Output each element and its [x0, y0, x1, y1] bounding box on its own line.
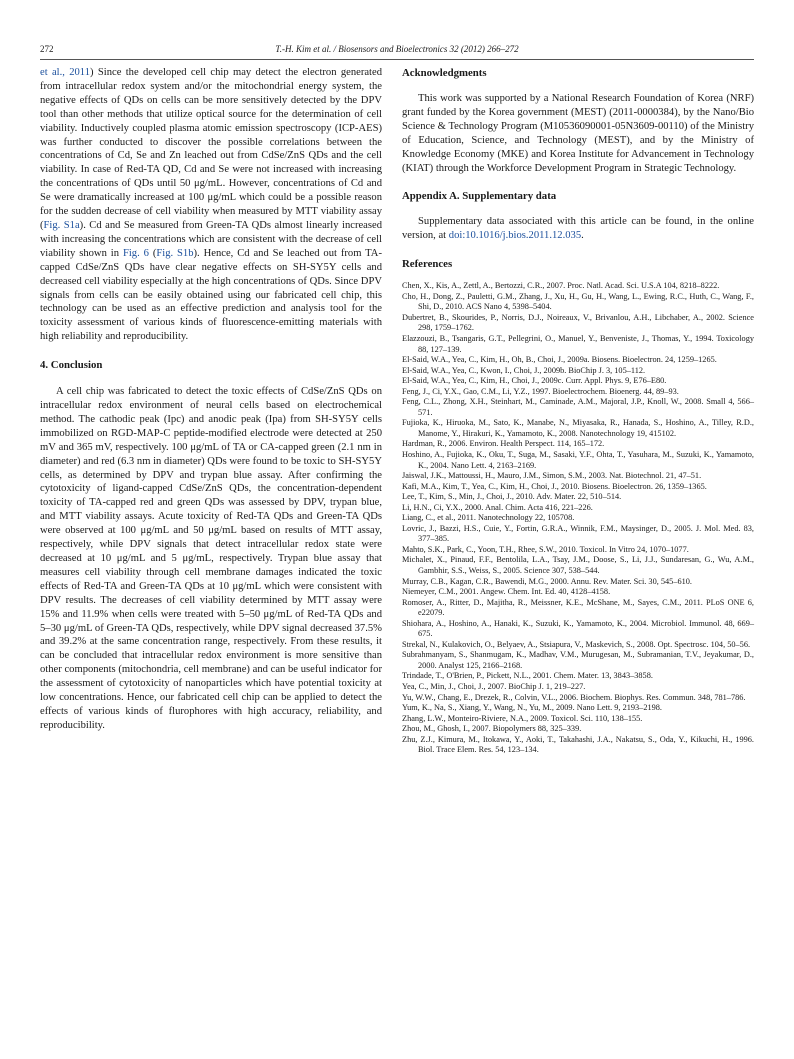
reference-item: Fujioka, K., Hiruoka, M., Sato, K., Manabe, N., Miyasaka, R., Hanada, S., Hoshino, A., Tilley, R.D., Manome, Y., Hirakuri, K., Yamamoto, K., 2008. Nanotechnology 19, 415102. — [402, 418, 754, 438]
reference-item: El-Said, W.A., Yea, C., Kwon, I., Choi, J., 2009b. BioChip J. 3, 105–112. — [402, 365, 646, 375]
citation-link[interactable]: et al., 2011 — [40, 67, 91, 78]
text-run: ). Cd and Se measured from Green-TA QDs almost linearly increased with increasing the concentrations which are consistent with the decrease of cell viability shown in — [40, 219, 382, 259]
reference-item: Zhou, M., Ghosh, I., 2007. Biopolymers 88, 325–339. — [402, 724, 582, 734]
reference-item: Feng, J., Ci, Y.X., Gao, C.M., Li, Y.Z., 1997. Bioelectrochem. Bioenerg. 44, 89–93. — [402, 386, 679, 396]
reference-item: Chen, X., Kis, A., Zettl, A., Bertozzi, C.R., 2007. Proc. Natl. Acad. Sci. U.S.A 104, 8218–8222. — [402, 281, 720, 291]
left-column — [40, 66, 382, 733]
text-run: ). Hence, Cd and Se leached out from TA-capped CdSe/ZnS QDs have clear negative effects on SH-SY5Y cells and decreased cell viability especially at the high concentrations of QDs. Since DPV signals from cells can be easily obtained using our fabricated cell chip, this technology can be used as an effective prediction and analysis tool for the toxicity assessment of various kinds of fluorescence-emitting materials with high reliability and reproducibility. — [40, 247, 382, 343]
text-run: Supplementary data associated with this article can be found, in the online version, at — [402, 216, 754, 242]
reference-item: Jaiswal, J.K., Mattoussi, H., Mauro, J.M., Simon, S.M., 2003. Nat. Biotechnol. 21, 47–51. — [402, 471, 702, 481]
reference-item: Michalet, X., Pinaud, F.F., Bentolila, L.A., Tsay, J.M., Doose, S., Li, J.J., Sundaresan, G., Wu, A.M., Gambhir, S.S., Weiss, S., 2005. Science 307, 538–544. — [402, 555, 754, 576]
reference-item: Mahto, S.K., Park, C., Yoon, T.H., Rhee, S.W., 2010. Toxicol. In Vitro 24, 1070–1077. — [402, 544, 689, 554]
acknowledgments-paragraph: This work was supported by a National Research Foundation of Korea (NRF) grant funded by the Korea government (MEST) (2011-0000384), by the Nano/Bio Science & Technology Program (M10536090001-05N3609-00110) of the Ministry of Education, Science, and Technology (MEST), and by the Ministry of Knowledge Economy (MKE) and Korea Institute for Advancement in Technology (KIAT) through the Workforce Development Program in Strategic Technology. — [402, 93, 754, 174]
running-head: T.-H. Kim et al. / Biosensors and Bioelectronics 32 (2012) 266–272 — [275, 44, 519, 54]
reference-item: Hoshino, A., Fujioka, K., Oku, T., Suga, M., Sasaki, Y.F., Ohta, T., Yasuhara, M., Suzuki, K., Yamamoto, K., 2004. Nano Lett. 4, 2163–2169. — [402, 450, 754, 470]
conclusion-paragraph: A cell chip was fabricated to detect the toxic effects of CdSe/ZnS QDs on intracellular redox environment of neural cells based on electrochemical method. The cathodic peak (Ipc) and anodic peak (Ipa) from SH-SY5Y cells immobilized on RGD-MAP-C peptide-modified electrode were detected at 250 mV and 365 mV, respectively. 100 μg/mL of TA or CA-capped green (2.1 nm in diameter) and red (6.3 nm in diameter) QDs were found to be toxic to SH-SY5Y cells, as determined by DPV and trypan blue assay. After confirming the cytotoxicity of ligand-capped CdSe/ZnS QDs, the concentration-dependent toxicity of TA-capped red and green QDs was assessed by DPV, trypan blue, and MTT viability assays. Acute toxicity of Red-TA QDs and Green-TA QDs were observed at 100 μg/mL and 50 μg/mL based on results of MTT assay, respectively, while DPV signals that detect intracellular redox state were decreased at 10 μg/mL and 5 μg/mL, respectively. Trypan blue assay that measures cell viability through cell membrane damages indicated the toxic effects of Red-TA and Green-TA QDs at 10 μg/mL which were consistent with DPV results. The decreases of cell viability determined by MTT assay were 15% and 11.9% when cells were treated with 5–50 μg/mL of Red-TA QDs and 5–30 μg/mL of Green-TA QDs, respectively, while DPV signal decreased 37.5% and 39.2% at the same concentration range, respectively. From these results, it can be concluded that intracellular redox environment is more sensitive than other components (mitochondria, cell membrane) and can be useful indicator for the assessment of cytotoxicity of nanoparticles which have potential toxicity at low concentrations. Hence, our fabricated cell chip can be applied to detect the effects of various kinds of flurophores with high accuracy, reliability, and reproducibility. — [40, 386, 382, 731]
results-paragraph — [40, 66, 382, 344]
reference-item: Strekal, N., Kulakovich, O., Belyaev, A., Stsiapura, V., Maskevich, S., 2008. Opt. Spectrosc. 104, 50–56. — [402, 639, 751, 649]
appendix-paragraph — [402, 215, 754, 243]
figure-link[interactable]: Fig. 6 — [122, 247, 149, 259]
reference-item: Cho, H., Dong, Z., Pauletti, G.M., Zhang, J., Xu, H., Gu, H., Wang, L., Ewing, R.C., Huth, C., Wang, F., Shi, D., 2010. ACS Nano 4, 5398–5404. — [402, 291, 754, 312]
reference-item: Lovric, J., Bazzi, H.S., Cuie, Y., Fortin, G.R.A., Winnik, F.M., Maysinger, D., 2005. J. Mol. Med. 83, 377–385. — [402, 523, 754, 544]
reference-item: Zhang, L.W., Monteiro-Riviere, N.A., 2009. Toxicol. Sci. 110, 138–155. — [402, 713, 643, 723]
text-run: ) Since the developed cell chip may detect the electron generated from intracellular redox system and/or the mitochondrial energy system, the negative effects of QDs on cells can be more sensitively detected by the DPV tool than other methods that utilize optical source for the determination of cell viability. Inductively coupled plasma atomic emission spectroscopy (ICP-AES) was further conducted to discover the possible correlations between the concentrations of Cd, Se and Zn leached out from CdSe/ZnS QDs and the cell viability. In case of Red-TA QD, Cd and Se were not increased with increasing the concentrations of QDs until 50 μg/mL. However, concentrations of Cd and Se were dramatically increased at 100 μg/mL which could be a possible reason for the sudden decrease of cell viability when measured by MTT viability assay ( — [40, 67, 382, 231]
page-number: 272 — [40, 44, 54, 54]
reference-item: Hardman, R., 2006. Environ. Health Perspect. 114, 165–172. — [402, 439, 605, 449]
reference-item: El-Said, W.A., Yea, C., Kim, H., Oh, B., Choi, J., 2009a. Biosens. Bioelectron. 24, 1259–1265. — [402, 355, 717, 365]
right-column — [402, 66, 754, 756]
reference-item: Elazzouzi, B., Tsangaris, G.T., Pellegrini, O., Manuel, Y., Benveniste, J., Thomas, Y., 1994. Toxicology 88, 127–139. — [402, 333, 754, 354]
conclusion-heading: 4. Conclusion — [40, 359, 103, 372]
reference-item: Zhu, Z.J., Kimura, M., Itokawa, Y., Aoki, T., Takahashi, J.A., Nakatsu, S., Oda, Y., Kikuchi, H., 1996. Biol. Trace Elem. Res. 54, 123–134. — [402, 734, 754, 755]
references-heading: References — [402, 258, 453, 271]
acknowledgments-heading: Acknowledgments — [402, 67, 487, 79]
reference-item: Dubertret, B., Skourides, P., Norris, D.J., Noireaux, V., Brivanlou, A.H., Libchaber, A., 2002. Science 298, 1759–1762. — [402, 312, 754, 333]
figure-link[interactable]: Fig. S1a — [43, 219, 80, 231]
figure-link[interactable]: Fig. S1b — [156, 247, 194, 259]
reference-item: Romoser, A., Ritter, D., Majitha, R., Meissner, K.E., McShane, M., Sayes, C.M., 2011. PLoS ONE 6, e22079. — [402, 597, 754, 618]
reference-item: Lee, T., Kim, S., Min, J., Choi, J., 2010. Adv. Mater. 22, 510–514. — [402, 492, 622, 502]
doi-link[interactable]: doi:10.1016/j.bios.2011.12.035 — [448, 230, 582, 242]
reference-item: Murray, C.B., Kagan, C.R., Bawendi, M.G., 2000. Annu. Rev. Mater. Sci. 30, 545–610. — [402, 576, 692, 586]
reference-item: Trindade, T., O'Brien, P., Pickett, N.L., 2001. Chem. Mater. 13, 3843–3858. — [402, 671, 653, 681]
reference-item: Niemeyer, C.M., 2001. Angew. Chem. Int. Ed. 40, 4128–4158. — [402, 587, 611, 597]
page-header — [40, 44, 754, 58]
text-run: . — [581, 230, 584, 242]
reference-item: Kafi, M.A., Kim, T., Yea, C., Kim, H., Choi, J., 2010. Biosens. Bioelectron. 26, 1359–1365. — [402, 481, 707, 491]
appendix-heading: Appendix A. Supplementary data — [402, 190, 557, 203]
reference-item: Yea, C., Min, J., Choi, J., 2007. BioChip J. 1, 219–227. — [402, 682, 586, 692]
reference-item: Yum, K., Na, S., Xiang, Y., Wang, N., Yu, M., 2009. Nano Lett. 9, 2193–2198. — [402, 703, 662, 713]
reference-item: El-Said, W.A., Yea, C., Kim, H., Choi, J., 2009c. Curr. Appl. Phys. 9, E76–E80. — [402, 376, 667, 386]
reference-item: Yu, W.W., Chang, E., Drezek, R., Colvin, V.L., 2006. Biochem. Biophys. Res. Commun. 348, 781–786. — [402, 692, 746, 702]
text-run: ( — [148, 247, 157, 259]
reference-list — [402, 281, 754, 756]
reference-item: Liang, C., et al., 2011. Nanotechnology 22, 105708. — [402, 513, 575, 523]
reference-item: Li, H.N., Ci, Y.X., 2000. Anal. Chim. Acta 416, 221–226. — [402, 502, 593, 512]
reference-item: Shiohara, A., Hoshino, A., Hanaki, K., Suzuki, K., Yamamoto, K., 2004. Microbiol. Immunol. 48, 669–675. — [402, 618, 754, 639]
reference-item: Feng, C.L., Zhong, X.H., Steinhart, M., Caminade, A.M., Majoral, J.P., Knoll, W., 2008. Small 4, 566–571. — [402, 397, 754, 417]
header-rule — [40, 59, 754, 60]
reference-item: Subrahmanyam, S., Shanmugam, K., Madhav, V.M., Murugesan, M., Subramanian, T.V., Jeyakumar, D., 2000. Analyst 125, 2166–2168. — [402, 650, 754, 670]
